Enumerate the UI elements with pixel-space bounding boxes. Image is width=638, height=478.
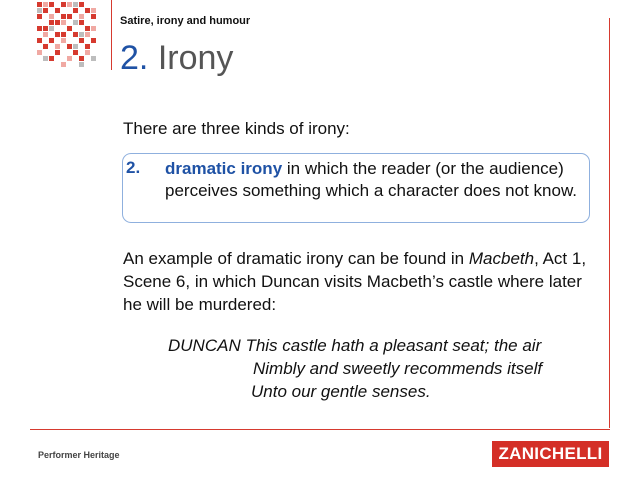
section-label: Satire, irony and humour (120, 15, 251, 27)
definition-text (165, 158, 585, 202)
slide-title-number: 2. (120, 39, 149, 77)
quote-line-1: DUNCAN This castle hath a pleasant seat; the air (168, 336, 542, 355)
definition-term: dramatic irony (165, 159, 283, 178)
slide-title-text: Irony (157, 39, 234, 77)
bottom-border-line (30, 429, 610, 430)
quote-line-3: Unto our gentle senses. (251, 382, 431, 401)
example-work-title: Macbeth (468, 249, 535, 268)
slide-title (120, 38, 233, 78)
intro-text: There are three kinds of irony: (123, 119, 350, 138)
quote-line-2: Nimbly and sweetly recommends itself (253, 359, 543, 378)
example-after: , Act 1, Scene 6, in which Duncan visits Macbeth’s castle where later he will be murdered: (123, 249, 587, 314)
definition-number: 2. (126, 158, 141, 177)
header-divider (111, 0, 112, 70)
example-before: An example of dramatic irony can be found in (123, 249, 469, 268)
publisher-mosaic-logo (35, 0, 99, 70)
footer-book-title: Performer Heritage (38, 450, 120, 460)
publisher-logo: ZANICHELLI (492, 441, 609, 467)
definition-body: in which the reader (or the audience) perceives something which a character does not know. (165, 159, 578, 200)
example-paragraph (123, 247, 593, 316)
